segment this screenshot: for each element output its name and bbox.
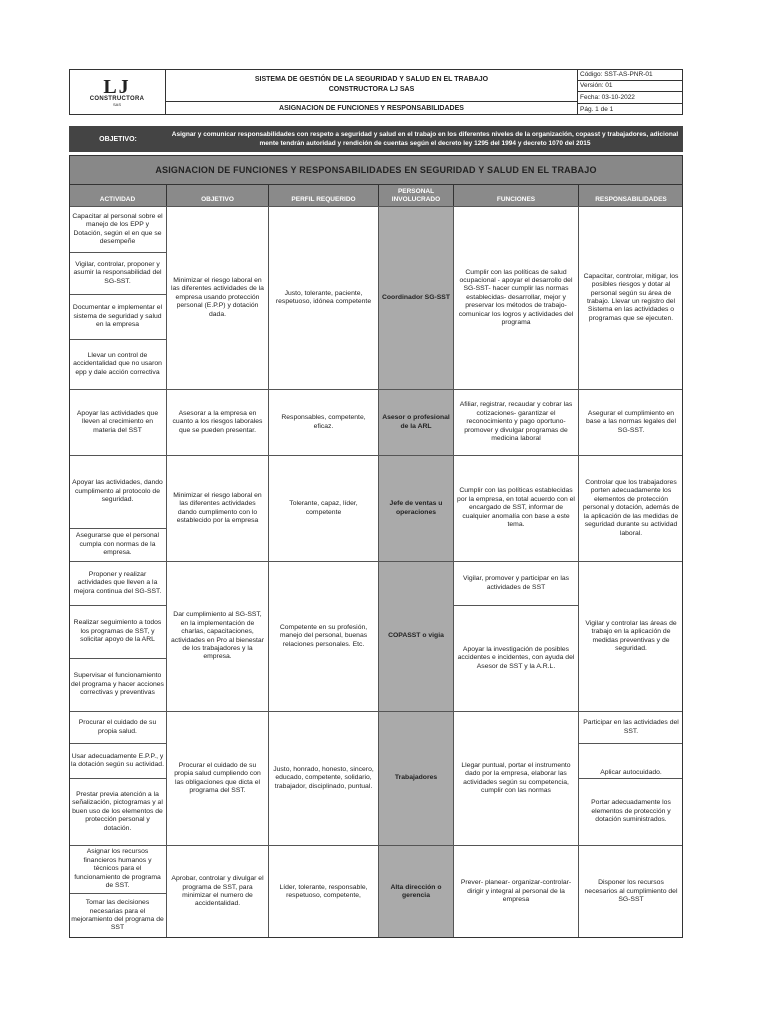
objective-cell: Asesorar a la empresa en cuanto a los riesgos laborales que se pueden presentar. bbox=[166, 389, 268, 455]
function-cell: Cumplir con las políticas establecidas por la empresa, en total acuerdo con el encargado de SST, informar de cualquier anomalía con base a este tema. bbox=[453, 455, 578, 561]
responsibility-cell: Controlar que los trabajadores porten adecuadamente los elementos de protección personal y dotación, además de la aplicación de las medidas de seguridad durante su actividad laboral. bbox=[578, 455, 683, 561]
responsibility-cell: Vigilar y controlar las áreas de trabajo en la aplicación de medidas preventivas y de seguridad. bbox=[578, 561, 683, 711]
responsibility-cell: Aplicar autocuidado. bbox=[578, 743, 683, 803]
table-title: ASIGNACION DE FUNCIONES Y RESPONSABILIDADES EN SEGURIDAD Y SALUD EN EL TRABAJO bbox=[69, 155, 683, 185]
meta-pagina: Pág. 1 de 1 bbox=[580, 105, 614, 113]
function-cell: Apoyar la investigación de posibles accidentes e incidentes, con ayuda del Asesor de SST y la A.R.L. bbox=[453, 605, 578, 711]
activity-cell: Tomar las decisiones necesarias para el mejoramiento del programa de SST bbox=[69, 893, 166, 938]
activity-cell: Proponer y realizar actividades que lleven a la mejora continua del SG-SST. bbox=[69, 561, 166, 605]
personnel-cell: Jefe de ventas u operaciones bbox=[378, 455, 453, 561]
activity-cell: Apoyar las actividades, dando cumplimento al protocolo de seguridad. bbox=[69, 455, 166, 528]
activity-cell: Documentar e implementar el sistema de seguridad y salud en la empresa bbox=[69, 294, 166, 339]
column-header-funciones: FUNCIONES bbox=[453, 185, 578, 206]
personnel-cell: COPASST o vigia bbox=[378, 561, 453, 711]
responsibility-cell: Disponer los recursos necesarios al cumplimiento del SG-SST bbox=[578, 845, 683, 938]
responsibility-cell: Participar en las actividades del SST. bbox=[578, 711, 683, 743]
title-line-1: SISTEMA DE GESTIÓN DE LA SEGURIDAD Y SALUD EN EL TRABAJO bbox=[254, 76, 489, 83]
profile-cell: Justo, tolerante, paciente, respetuoso, idónea competente bbox=[268, 206, 378, 389]
activity-cell: Procurar el cuidado de su propia salud. bbox=[69, 711, 166, 743]
profile-cell: Competente en su profesión, manejo del personal, buenas relaciones personales. Etc. bbox=[268, 561, 378, 711]
activity-cell: Llevar un control de accidentalidad que no usaron epp y dale acción correctiva bbox=[69, 339, 166, 389]
logo-mark: LJ bbox=[103, 75, 131, 98]
activity-cell: Vigilar, controlar, proponer y asumir la responsabilidad del SG-SST. bbox=[69, 252, 166, 294]
objective-cell: Minimizar el riesgo laboral en las diferentes actividades de la empresa usando protección personal (E.P.P) y dotación dada. bbox=[166, 206, 268, 389]
activity-cell: Asegurarse que el personal cumpla con normas de la empresa. bbox=[69, 528, 166, 561]
logo-name: CONSTRUCTORA bbox=[89, 95, 145, 102]
document-subtitle: ASIGNACION DE FUNCIONES Y RESPONSABILIDADES bbox=[166, 102, 578, 115]
activity-cell: Capacitar al personal sobre el manejo de los EPP y Dotación, según el en que se desempeñe bbox=[69, 206, 166, 252]
profile-cell: Responsables, competente, eficaz. bbox=[268, 389, 378, 455]
meta-version: Versión: 01 bbox=[578, 81, 683, 93]
objective-text: Asignar y comunicar responsabilidades con respeto a seguridad y salud en el trabajo en los diferentes niveles de la organización, copasst y trabajadores, adicional mente tendrán autoridad y rendición de cuentas según el decreto ley 1295 del 1994 y decreto 1070 del 2015 bbox=[167, 126, 683, 152]
function-cell: Cumplir con las políticas de salud ocupacional - apoyar el desarrollo del SG-SST- hacer cumplir las normas establecidas- desarrollar, mejor y preservar los métodos de trabajo- comunicar los logros y actividades del programa bbox=[453, 206, 578, 389]
activity-cell: Asignar los recursos financieros humanos y técnicos para el funcionamiento de programa de SST. bbox=[69, 845, 166, 893]
personnel-cell: Trabajadores bbox=[378, 711, 453, 845]
activity-cell: Realizar seguimiento a todos los programas de SST, y solicitar apoyo de la ARL bbox=[69, 605, 166, 658]
column-header-objetivo: OBJETIVO bbox=[166, 185, 268, 206]
function-cell: Afiliar, registrar, recaudar y cobrar las cotizaciones- garantizar el reconocimiento y pago oportuno- promover y divulgar programas de medicina laboral bbox=[453, 389, 578, 455]
function-cell: Vigilar, promover y participar en las actividades de SST bbox=[453, 561, 578, 605]
function-cell: Prever- planear- organizar-controlar-dirigir y integral al personal de la empresa bbox=[453, 845, 578, 938]
document-title bbox=[166, 69, 578, 102]
responsibility-cell: Portar adecuadamente los elementos de protección y dotación suministrados. bbox=[578, 778, 683, 845]
meta-codigo: Código: SST-AS-PNR-01 bbox=[578, 69, 683, 81]
objective-cell: Procurar el cuidado de su propia salud cumpliendo con las obligaciones que dicta el programa del SST. bbox=[166, 711, 268, 845]
meta-fecha: Fecha: 03-10-2022 bbox=[578, 92, 683, 104]
column-header-actividad: ACTIVIDAD bbox=[69, 185, 166, 206]
title-line-2: CONSTRUCTORA LJ SAS bbox=[328, 86, 415, 93]
column-header-perfil: PERFIL REQUERIDO bbox=[268, 185, 378, 206]
company-logo bbox=[69, 69, 166, 115]
personnel-cell: Alta dirección o gerencia bbox=[378, 845, 453, 938]
objective-cell: Dar cumplimiento al SG-SST, en la implementación de charlas, capacitaciones, actividades en Pro al bienestar de los trabajadores y la empresa. bbox=[166, 561, 268, 711]
objective-cell: Minimizar el riesgo laboral en las diferentes actividades dando cumplimento con lo establecido por la empresa bbox=[166, 455, 268, 561]
profile-cell: Justo, honrado, honesto, sincero, educado, competente, solidario, trabajador, disciplinado, puntual. bbox=[268, 711, 378, 845]
activity-cell: Supervisar el funcionamiento del programa y hacer acciones correctivas y preventivas bbox=[69, 658, 166, 711]
responsibility-cell: Capacitar, controlar, mitigar, los posibles riesgos y dotar al personal según su área de trabajo. Llevar un registro del Sistema en las actividades o programas que se ejecuten. bbox=[578, 206, 683, 389]
objective-label: OBJETIVO: bbox=[69, 126, 167, 152]
activity-cell: Usar adecuadamente E.P.P., y la dotación según su actividad. bbox=[69, 743, 166, 778]
activity-cell: Apoyar las actividades que lleven al crecimiento en materia del SST bbox=[69, 389, 166, 455]
column-header-responsabilidades: RESPONSABILIDADES bbox=[578, 185, 683, 206]
personnel-cell: Asesor o profesional de la ARL bbox=[378, 389, 453, 455]
profile-cell: Líder, tolerante, responsable, respetuoso, competente, bbox=[268, 845, 378, 938]
activity-cell: Prestar previa atención a la señalización, pictogramas y al buen uso de los elementos de protección personal y dotación. bbox=[69, 778, 166, 845]
responsibility-cell: Asegurar el cumplimiento en base a las normas legales del SG-SST. bbox=[578, 389, 683, 455]
personnel-cell: Coordinador SG-SST bbox=[378, 206, 453, 389]
logo-sub: SAS bbox=[112, 101, 121, 107]
profile-cell: Tolerante, capaz, líder, competente bbox=[268, 455, 378, 561]
function-cell: Llegar puntual, portar el instrumento dado por la empresa, elaborar las actividades según su competencia, cumplir con las normas bbox=[453, 711, 578, 845]
objective-cell: Aprobar, controlar y divulgar el programa de SST, para minimizar el numero de accidentalidad. bbox=[166, 845, 268, 938]
column-header-personal: PERSONAL INVOLUCRADO bbox=[378, 185, 453, 206]
